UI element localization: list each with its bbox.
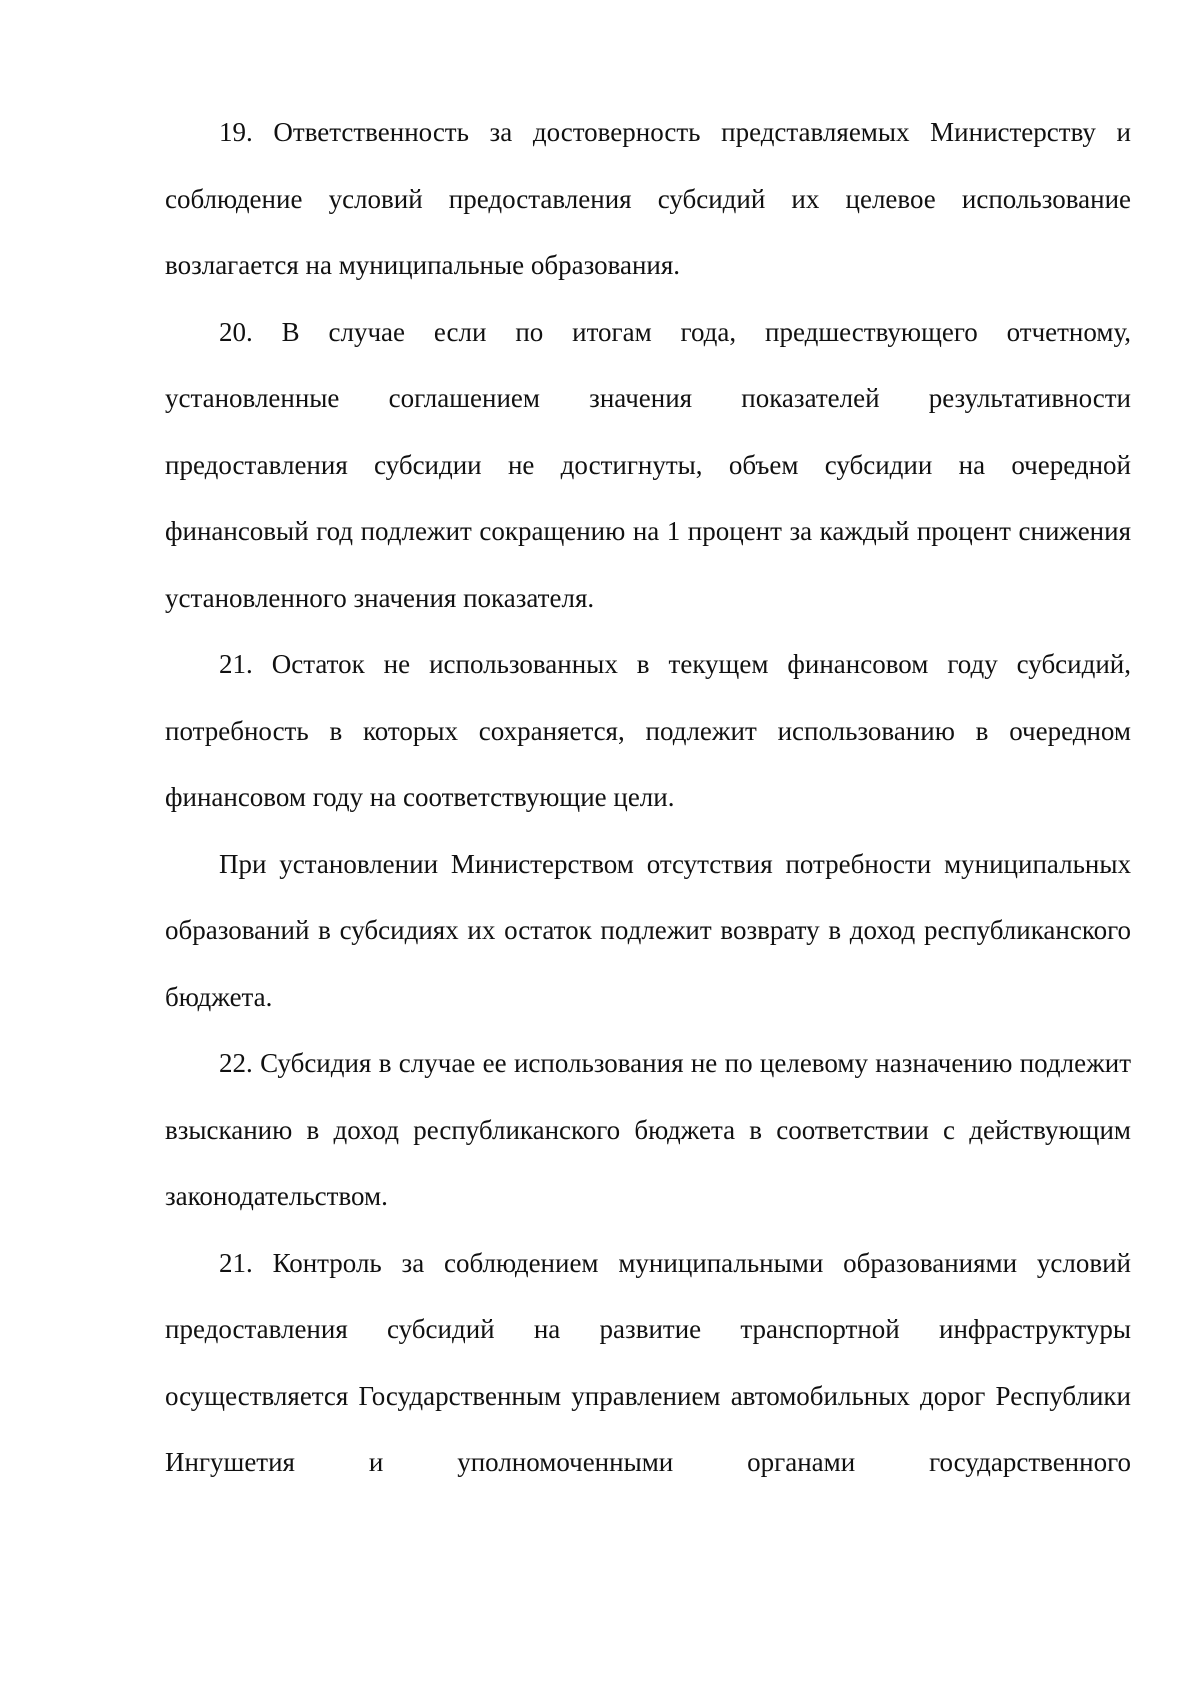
paragraph-21-control: 21. Контроль за соблюдением муниципальными образованиями условий предоставления субсидий на развитие транспортной инфраструктуры осуществляется Государственным управлением автомобильных дорог Республики Ингушетия и уполномоченными органами государственного xyxy=(165,1247,1131,1477)
paragraph-22: 22. Субсидия в случае ее использования не по целевому назначению подлежит взысканию в доход республиканского бюджета в соответствии с действующим законодательством. xyxy=(165,1048,1131,1211)
paragraph-21: 21. Остаток не использованных в текущем финансовом году субсидий, потребность в которых сохраняется, подлежит использованию в очередном финансовом году на соответствующие цели. xyxy=(165,649,1131,812)
paragraph-21-continuation: При установлении Министерством отсутствия потребности муниципальных образований в субсидиях их остаток подлежит возврату в доход республиканского бюджета. xyxy=(165,848,1131,1012)
document-body xyxy=(165,99,1131,1496)
paragraph-19: 19. Ответственность за достоверность представляемых Министерству и соблюдение условий предоставления субсидий их целевое использование возлагается на муниципальные образования. xyxy=(165,117,1131,280)
paragraph-20: 20. В случае если по итогам года, предшествующего отчетному, установленные соглашением значения показателей результативности предоставления субсидии не достигнуты, объем субсидии на очередной финансовый год подлежит сокращению на 1 процент за каждый процент снижения установленного значения показателя. xyxy=(165,316,1131,613)
